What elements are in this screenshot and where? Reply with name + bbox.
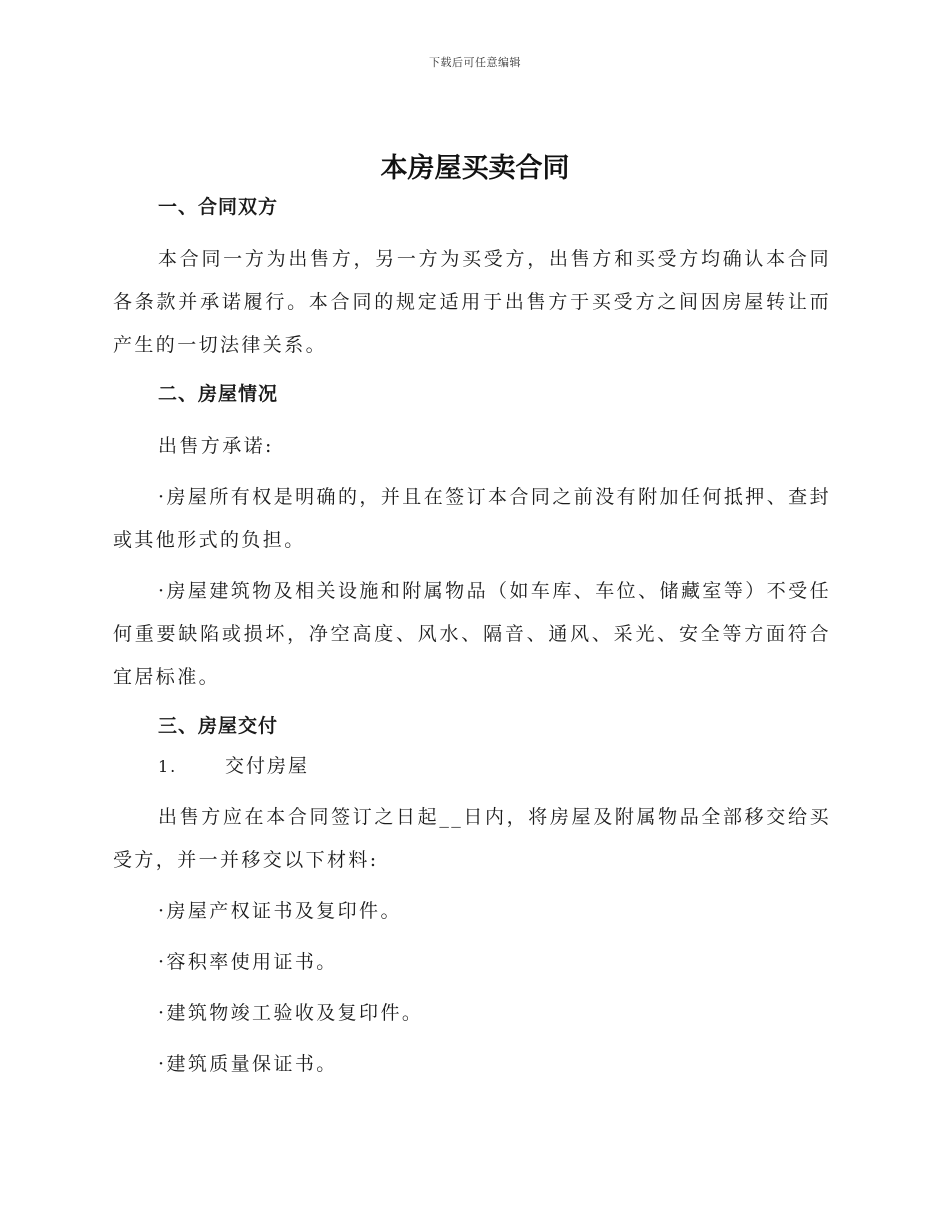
bullet-item: ·容积率使用证书。 — [158, 951, 338, 973]
numbered-item — [113, 745, 831, 788]
section-heading-parties: 一、合同双方 — [158, 196, 279, 218]
item-number: 1. — [158, 757, 178, 776]
page-title: 本房屋买卖合同 — [380, 153, 570, 184]
bullet-item: ·房屋产权证书及复印件。 — [158, 900, 402, 922]
document-body — [113, 188, 831, 1086]
section-paragraph: 出售方应在本合同签订之日起__日内，将房屋及附属物品全部移交给买受方，并一并移交以下材料: — [113, 806, 831, 871]
section-paragraph: 本合同一方为出售方，另一方为买受方，出售方和买受方均确认本合同各条款并承诺履行。本合同的规定适用于出售方于买受方之间因房屋转让而产生的一切法律关系。 — [113, 248, 831, 356]
section-heading-delivery: 三、房屋交付 — [158, 715, 279, 737]
bullet-item: ·建筑质量保证书。 — [158, 1053, 338, 1075]
bullet-item: ·建筑物竣工验收及复印件。 — [158, 1002, 424, 1024]
bullet-item: ·房屋所有权是明确的，并且在签订本合同之前没有附加任何抵押、查封或其他形式的负担。 — [113, 486, 831, 551]
item-title: 交付房屋 — [225, 755, 310, 777]
section-heading-house-condition: 二、房屋情况 — [158, 383, 279, 405]
header-note: 下载后可任意编辑 — [429, 56, 521, 69]
bullet-item: ·房屋建筑物及相关设施和附属物品（如车库、车位、储藏室等）不受任何重要缺陷或损坏，净空高度、风水、隔音、通风、采光、安全等方面符合宜居标准。 — [113, 580, 831, 688]
section-intro: 出售方承诺: — [158, 435, 274, 457]
